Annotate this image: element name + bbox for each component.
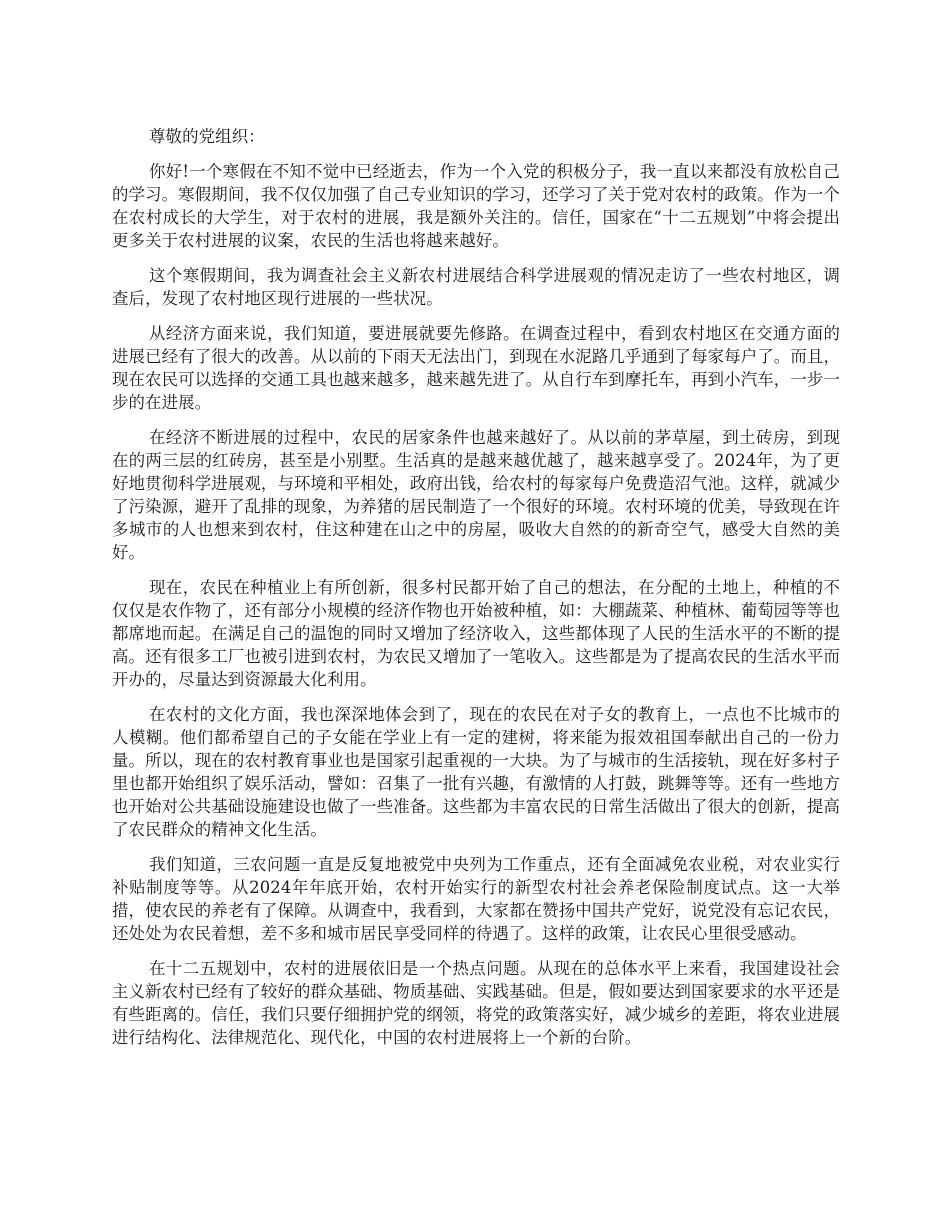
paragraph-7: 我们知道，三农问题一直是反复地被党中央列为工作重点，还有全面减免农业税，对农业实行补贴制度等等。从2024年年底开始，农村开始实行的新型农村社会养老保险制度试点。这一大举措，使农民的养老有了保障。从调查中，我看到，大家都在赞扬中国共产党好，说党没有忘记农民，还处处为农民着想，差不多和城市居民享受同样的待遇了。这样的政策，让农民心里很受感动。 xyxy=(112,855,840,943)
paragraph-6: 在农村的文化方面，我也深深地体会到了，现在的农民在对子女的教育上，一点也不比城市的人模糊。他们都希望自己的子女能在学业上有一定的建树，将来能为报效祖国奉献出自己的一份力量。所以，现在的农村教育事业也是国家引起重视的一大块。为了与城市的生活接轨，现在好多村子里也都开始组织了娱乐活动，譬如：召集了一批有兴趣，有激情的人打鼓，跳舞等等。还有一些地方也开始对公共基础设施建设也做了一些准备。这些都为丰富农民的日常生活做出了很大的创新，提高了农民群众的精神文化生活。 xyxy=(112,705,840,839)
salutation: 尊敬的党组织： xyxy=(149,127,265,146)
letter-body xyxy=(112,125,840,1061)
paragraph-4: 在经济不断进展的过程中，农民的居家条件也越来越好了。从以前的茅草屋，到土砖房，到现在的两三层的红砖房，甚至是小别墅。生活真的是越来越优越了，越来越享受了。2024年，为了更好地贯彻科学进展观，与环境和平相处，政府出钱，给农村的每家每户免费造沼气池。这样，就减少了污染源，避开了乱排的现象，为养猪的居民制造了一个很好的环境。农村环境的优美，导致现在许多城市的人也想来到农村，住这种建在山之中的房屋，吸收大自然的的新奇空气，感受大自然的美好。 xyxy=(112,428,840,562)
paragraph-3: 从经济方面来说，我们知道，要进展就要先修路。在调查过程中，看到农村地区在交通方面的进展已经有了很大的改善。从以前的下雨天无法出门，到现在水泥路几乎通到了每家每户了。而且，现在农民可以选择的交通工具也越来越多，越来越先进了。从自行车到摩托车，再到小汽车，一步一步的在进展。 xyxy=(112,324,840,412)
paragraph-8: 在十二五规划中，农村的进展依旧是一个热点问题。从现在的总体水平上来看，我国建设社会主义新农村已经有了较好的群众基础、物质基础、实践基础。但是，假如要达到国家要求的水平还是有些距离的。信任，我们只要仔细拥护党的纲领，将党的政策落实好，减少城乡的差距，将农业进展进行结构化、法律规范化、现代化，中国的农村进展将上一个新的台阶。 xyxy=(112,959,840,1047)
paragraph-1: 你好!一个寒假在不知不觉中已经逝去，作为一个入党的积极分子，我一直以来都没有放松自己的学习。寒假期间，我不仅仅加强了自己专业知识的学习，还学习了关于党对农村的政策。作为一个在农村成长的大学生，对于农村的进展，我是额外关注的。信任，国家在“十二五规划”中将会提出更多关于农村进展的议案，农民的生活也将越来越好。 xyxy=(112,162,840,250)
paragraph-5: 现在，农民在种植业上有所创新，很多村民都开始了自己的想法，在分配的土地上，种植的不仅仅是农作物了，还有部分小规模的经济作物也开始被种植，如：大棚蔬菜、种植林、葡萄园等等也都席地而起。在满足自己的温饱的同时又增加了经济收入，这些都体现了人民的生活水平的不断的提高。还有很多工厂也被引进到农村，为农民又增加了一笔收入。这些都是为了提高农民的生活水平而开办的，尽量达到资源最大化利用。 xyxy=(112,578,840,689)
paragraph-2: 这个寒假期间，我为调查社会主义新农村进展结合科学进展观的情况走访了一些农村地区，调查后，发现了农村地区现行进展的一些状况。 xyxy=(112,266,840,308)
